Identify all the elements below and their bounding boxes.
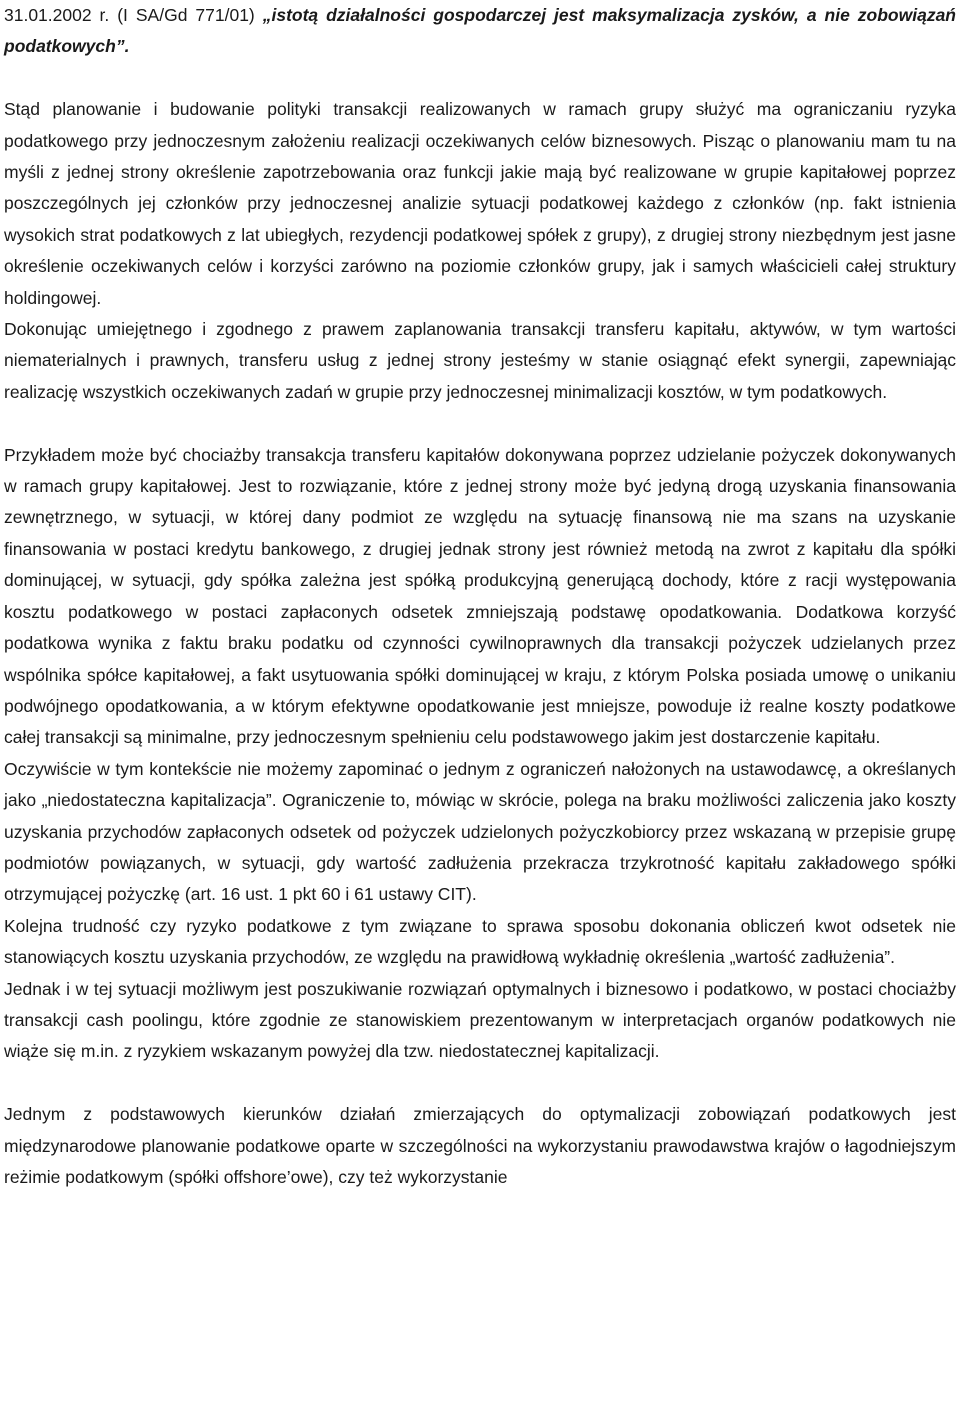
paragraph-gap (4, 63, 956, 94)
paragraph-interest-calculation: Kolejna trudność czy ryzyko podatkowe z tym związane to sprawa sposobu dokonania obliczeń kwot odsetek nie stanowiących kosztu uzyskania przychodów, ze względu na prawidłową wykładnię określenia „wartość zadłużenia”. (4, 915, 956, 968)
ruling-reference: 31.01.2002 r. (I SA/Gd 771/01) (4, 5, 263, 25)
paragraph-gap (4, 408, 956, 439)
paragraph-international-planning: Jednym z podstawowych kierunków działań zmierzających do optymalizacji zobowiązań podatkowych jest międzynarodowe planowanie podatkowe oparte w szczególności na wykorzystaniu prawodawstwa krajów o łagodniejszym reżimie podatkowym (spółki offshore’owe), czy też wykorzystanie (4, 1104, 956, 1187)
document-page (4, 0, 956, 1193)
paragraph-loans-example: Przykładem może być chociażby transakcja transferu kapitałów dokonywana poprzez udzielanie pożyczek dokonywanych w ramach grupy kapitałowej. Jest to rozwiązanie, które z jednej strony może być jedyną drogą uzyskania finansowania zewnętrznego, w sytuacji, w której dany podmiot ze względu na sytuację finansową nie ma szans na uzyskanie finansowania w postaci kredytu bankowego, z drugiej jednak strony jest również metodą na zwrot z kapitału dla spółki dominującej, w sytuacji, gdy spółka zależna jest spółką produkcyjną generującą dochody, które z racji występowania kosztu podatkowego w postaci zapłaconych odsetek zmniejszają podstawę opodatkowania. Dodatkowa korzyść podatkowa wynika z faktu braku podatku od czynności cywilnoprawnych dla transakcji pożyczek udzielanych przez wspólnika spółce kapitałowej, a fakt usytuowania spółki dominującej w kraju, z którym Polska posiada umowę o unikaniu podwójnego opodatkowania, a w którym efektywne opodatkowanie jest mniejsze, powoduje iż realne koszty podatkowe całej transakcji są minimalne, przy jednoczesnym spełnieniu celu podstawowego jakim jest dostarczenie kapitału. (4, 444, 956, 748)
paragraph-thin-capitalization: Oczywiście w tym kontekście nie możemy zapominać o jednym z ograniczeń nałożonych na ustawodawcę, a określanych jako „niedostateczna kapitalizacja”. Ograniczenie to, mówiąc w skrócie, polega na braku możliwości zaliczenia jako koszty uzyskania przychodów zapłaconych odsetek od pożyczek udzielonych pożyczkobiorcy przez wskazaną w przepisie grupę podmiotów powiązanych, w sytuacji, gdy wartość zadłużenia przekracza trzykrotność kapitału zakładowego spółki otrzymującej pożyczkę (art. 16 ust. 1 pkt 60 i 61 ustawy CIT). (4, 758, 956, 905)
paragraph-court-ruling (4, 0, 956, 63)
ruling-quote: „istotą działalności gospodarczej jest maksymalizacja zysków, a nie zobowiązań podatkowych”. (4, 5, 956, 57)
paragraph-gap (4, 1068, 956, 1099)
paragraph-planning: Stąd planowanie i budowanie polityki transakcji realizowanych w ramach grupy służyć ma ograniczaniu ryzyka podatkowego przy jednoczesnym założeniu realizacji oczekiwanych celów biznesowych. Pisząc o planowaniu mam tu na myśli z jednej strony określenie zapotrzebowania oraz funkcji jakie mają być realizowane w grupie kapitałowej poprzez poszczególnych jej członków przy jednoczesnej analizie sytuacji podatkowej każdego z członków (np. fakt istnienia wysokich strat podatkowych z lat ubiegłych, rezydencji podatkowej spółek z grupy), z drugiej strony niezbędnym jest jasne określenie oczekiwanych celów i korzyści zarówno na poziomie członków grupy, jak i samych właścicieli całej struktury holdingowej. (4, 99, 956, 308)
paragraph-synergy: Dokonując umiejętnego i zgodnego z prawem zaplanowania transakcji transferu kapitału, aktywów, w tym wartości niematerialnych i prawnych, transferu usług z jednej strony jesteśmy w stanie osiągnąć efekt synergii, zapewniając realizację wszystkich oczekiwanych zadań w grupie przy jednoczesnej minimalizacji kosztów, w tym podatkowych. (4, 319, 956, 402)
paragraph-cash-pooling: Jednak i w tej sytuacji możliwym jest poszukiwanie rozwiązań optymalnych i biznesowo i podatkowo, w postaci chociażby transakcji cash poolingu, które zgodnie ze stanowiskiem prezentowanym w interpretacjach organów podatkowych nie wiąże się m.in. z ryzykiem wskazanym powyżej dla tzw. niedostatecznej kapitalizacji. (4, 978, 956, 1062)
